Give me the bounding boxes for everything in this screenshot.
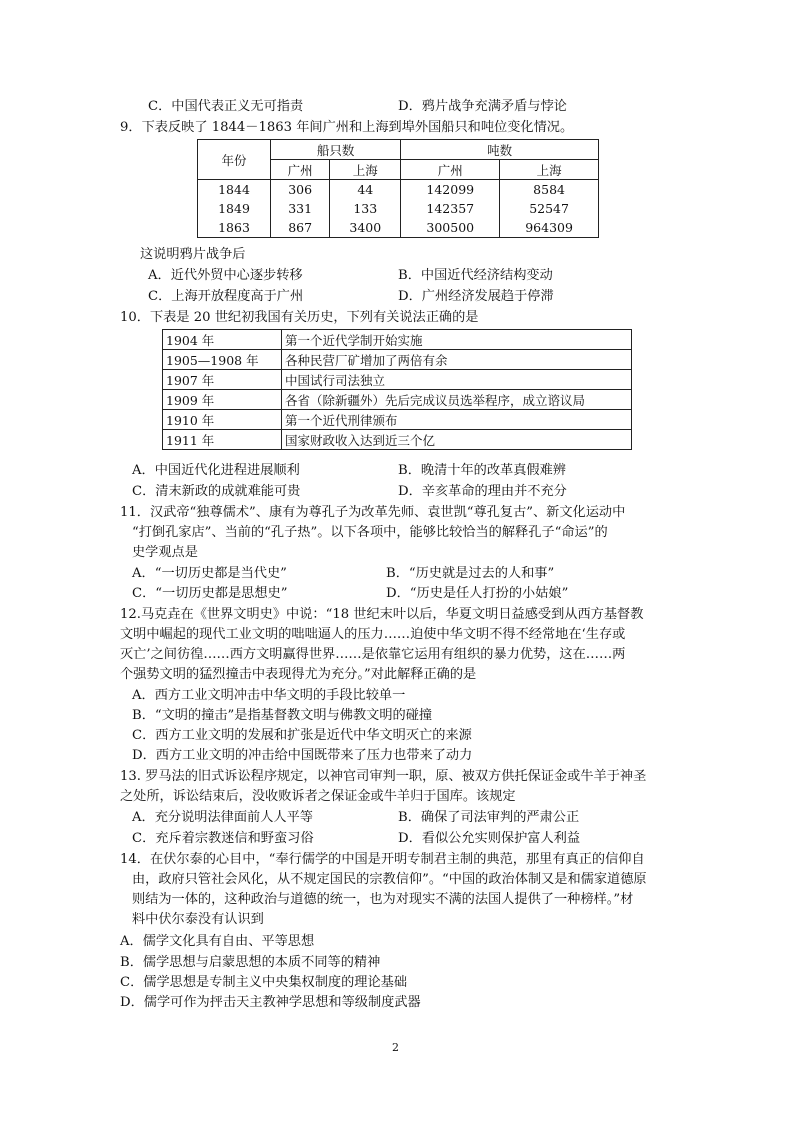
- q9-option-c: C．上海开放程度高于广州: [148, 289, 304, 304]
- table-subheader: 广州: [271, 160, 330, 180]
- q12-option-b: B．“文明的撞击”是指基督教文明与佛教文明的碰撞: [132, 708, 433, 723]
- table-header-ships: 船只数: [271, 140, 401, 160]
- table-subheader: 上海: [500, 160, 599, 180]
- table-row: 1907 年 中国试行司法独立: [163, 370, 632, 390]
- q12-stem: 文明中崛起的现代工业文明的咄咄逼人的压力……迫使中华文明不得不经常地在‘生存或: [120, 627, 626, 642]
- q9-option-a: A．近代外贸中心逐步转移: [148, 268, 303, 283]
- q13-stem: 之处所，诉讼结束后，没收败诉者之保证金或牛羊归于国库。该规定: [120, 789, 516, 804]
- q14-option-a: A．儒学文化具有自由、平等思想: [120, 934, 315, 949]
- table-row: 1910 年 第一个近代刑律颁布: [163, 410, 632, 430]
- table-row: 1863 867 3400 300500 964309: [198, 218, 599, 238]
- q14-stem: 14．在伏尔泰的心目中，“奉行儒学的中国是开明专制君主制的典范，那里有真正的信仰自: [120, 852, 645, 867]
- q14-stem: 料中伏尔泰没有认识到: [132, 912, 264, 927]
- q14-stem: 由，政府只管社会风化，从不规定国民的宗教信仰”。“中国的政治体制又是和儒家道德原: [132, 872, 647, 887]
- q12-option-c: C．西方工业文明的发展和扩张是近代中华文明灭亡的来源: [132, 728, 472, 743]
- q9-stem: 9．下表反映了 1844－1863 年间广州和上海到埠外国船只和吨位变化情况。: [120, 120, 574, 135]
- q11-option-d: D．“历史是任人打扮的小姑娘”: [386, 586, 569, 601]
- q14-option-d: D．儒学可作为抨击天主教神学思想和等级制度武器: [120, 995, 421, 1010]
- q14-option-b: B．儒学思想与启蒙思想的本质不同等的精神: [120, 955, 381, 970]
- table-header-tonnage: 吨数: [401, 140, 599, 160]
- q11-stem: “打倒孔家店”、当前的“孔子热”。以下各项中，能够比较恰当的解释孔子“命运”的: [132, 525, 608, 540]
- q8-option-c: C．中国代表正义无可指责: [148, 99, 304, 114]
- q9-option-d: D．广州经济发展趋于停滞: [398, 289, 554, 304]
- q14-option-c: C．儒学思想是专制主义中央集权制度的理论基础: [120, 975, 408, 990]
- q11-option-c: C．“一切历史都是思想史”: [132, 586, 288, 601]
- q9-followup: 这说明鸦片战争后: [140, 247, 246, 262]
- table-row: 1909 年 各省（除新疆外）先后完成议员选举程序，成立谘议局: [163, 390, 632, 410]
- q12-stem: 灭亡’之间彷徨……西方文明赢得世界……是依靠它运用有组织的暴力优势，这在……两: [120, 647, 626, 662]
- q10-stem: 10．下表是 20 世纪初我国有关历史，下列有关说法正确的是: [120, 310, 479, 325]
- q12-stem: 12.马克垚在《世界文明史》中说：“18 世纪末叶以后，华夏文明日益感受到从西方基督教: [120, 607, 644, 622]
- q13-option-a: A．充分说明法律面前人人平等: [132, 810, 313, 825]
- q11-stem: 史学观点是: [132, 545, 198, 560]
- q13-option-d: D．看似公允实则保护富人利益: [398, 831, 581, 846]
- q10-option-c: C．清末新政的成就难能可贵: [132, 484, 301, 499]
- table-row: 1911 年 国家财政收入达到近三个亿: [163, 430, 632, 450]
- q9-option-b: B．中国近代经济结构变动: [398, 268, 553, 283]
- q11-option-a: A．“一切历史都是当代史”: [132, 566, 287, 581]
- table-row: 1905—1908 年 各种民营厂矿增加了两倍有余: [163, 350, 632, 370]
- q10-option-b: B．晚清十年的改革真假难辨: [398, 463, 566, 478]
- q11-option-b: B．“历史就是过去的人和事”: [386, 566, 555, 581]
- events-table: [162, 329, 632, 450]
- q10-option-a: A．中国近代化进程进展顺利: [132, 463, 300, 478]
- table-row: 1904 年 第一个近代学制开始实施: [163, 330, 632, 350]
- q10-option-d: D．辛亥革命的理由并不充分: [398, 484, 567, 499]
- ships-table: [197, 139, 599, 238]
- table-row: 1844 306 44 142099 8584: [198, 180, 599, 200]
- page-number: 2: [392, 1041, 399, 1054]
- table-header-year: 年份: [198, 140, 271, 180]
- q13-stem: 13. 罗马法的旧式诉讼程序规定，以神官司审判一职，原、被双方供托保证金或牛羊于神圣: [120, 769, 647, 784]
- q8-option-d: D．鸦片战争充满矛盾与悖论: [398, 99, 567, 114]
- q12-stem: 个强势文明的猛烈撞击中表现得尤为充分。”对此解释正确的是: [120, 667, 477, 682]
- q13-option-b: B．确保了司法审判的严肃公正: [398, 810, 580, 825]
- q14-stem: 则结为一体的，这种政治与道德的统一，也为对现实不满的法国人提供了一种榜样。”材: [132, 892, 634, 907]
- q11-stem: 11．汉武帝“独尊儒术”、康有为尊孔子为改革先师、袁世凯“尊孔复古”、新文化运动中: [120, 505, 626, 520]
- table-row: 1849 331 133 142357 52547: [198, 199, 599, 218]
- q12-option-a: A．西方工业文明冲击中华文明的手段比较单一: [132, 688, 406, 703]
- q12-option-d: D．西方工业文明的冲击给中国既带来了压力也带来了动力: [132, 748, 473, 763]
- table-subheader: 广州: [401, 160, 500, 180]
- table-subheader: 上海: [330, 160, 401, 180]
- q13-option-c: C．充斥着宗教迷信和野蛮习俗: [132, 831, 314, 846]
